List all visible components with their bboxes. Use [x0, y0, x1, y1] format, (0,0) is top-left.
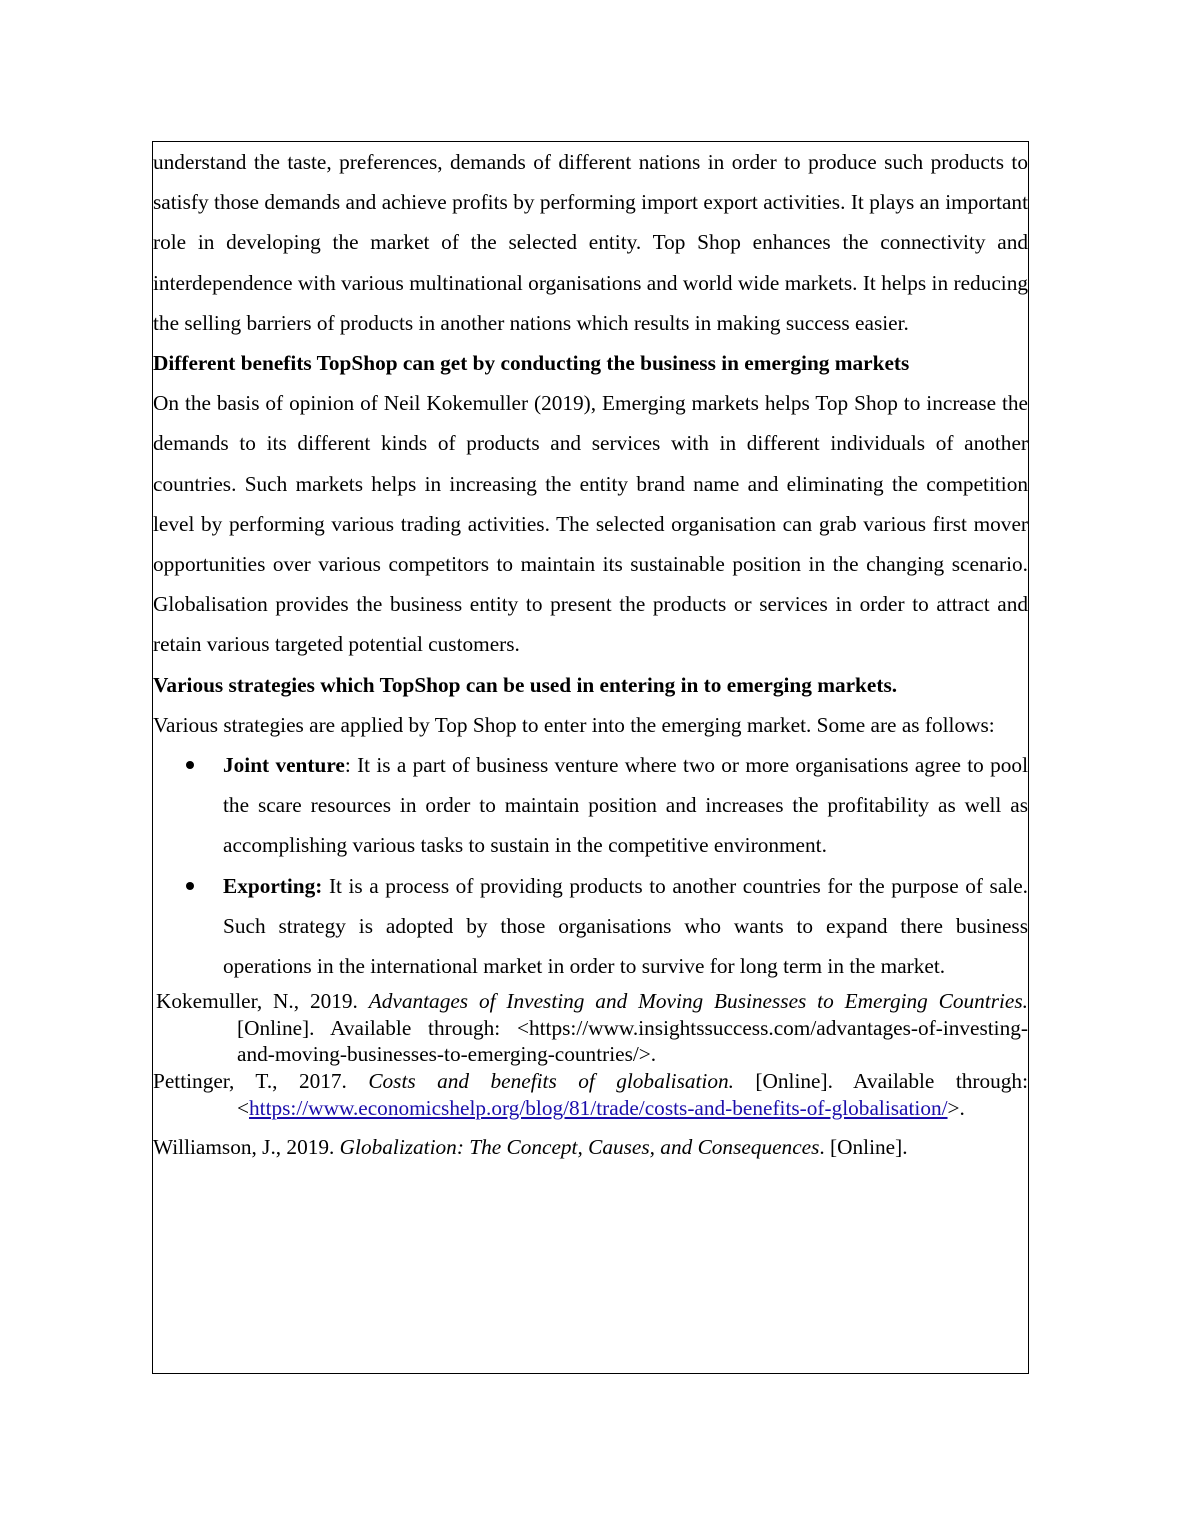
section-heading-strategies: Various strategies which TopShop can be used in entering in to emerging markets. — [153, 672, 898, 697]
bullet-text: It is a process of providing products to another countries for the purpose of sale. Such strategy is adopted by those organisations who wants to expand there business operations in the international market in order to survive for long term in the market. — [223, 873, 1028, 979]
page-content-frame — [152, 141, 1029, 1374]
reference-title: Advantages of Investing and Moving Businesses to Emerging Countries. — [368, 989, 1028, 1014]
reference-entry — [153, 1068, 1028, 1121]
bullet-icon — [186, 882, 194, 890]
strategies-paragraph: Various strategies are applied by Top Shop to enter into the emerging market. Some are as follows: — [153, 712, 995, 737]
list-item — [223, 866, 1028, 987]
benefits-paragraph: On the basis of opinion of Neil Kokemuller (2019), Emerging markets helps Top Shop to increase the demands to its different kinds of products and services with in different individuals of another countries. Such markets helps in increasing the entity brand name and eliminating the competition level by performing various trading activities. The selected organisation can grab various first mover opportunities over various competitors to maintain its sustainable position in the changing scenario. Globalisation provides the business entity to present the products or services in order to attract and retain various targeted potential customers. — [153, 391, 1028, 657]
section-heading-benefits: Different benefits TopShop can get by conducting the business in emerging markets — [153, 351, 910, 376]
reference-authors: Pettinger, T., 2017. — [153, 1069, 369, 1094]
bullet-separator: : — [344, 753, 351, 778]
reference-source: [Online]. Available through: <https://www.insightssuccess.com/advantages-of-investing-and-moving-businesses-to-emerging-countries/>. — [237, 1015, 1028, 1067]
reference-entry — [153, 1134, 1028, 1161]
bullet-icon — [186, 761, 194, 769]
bullet-term: Joint venture — [223, 753, 345, 778]
reference-source: [Online]. Available through: < — [237, 1069, 1028, 1120]
reference-authors: Williamson, J., 2019. — [153, 1135, 340, 1160]
reference-source: . [Online]. — [819, 1135, 908, 1160]
bullet-term: Exporting: — [223, 873, 323, 898]
reference-source-end: >. — [947, 1095, 965, 1120]
list-item — [223, 745, 1028, 866]
reference-entry — [153, 988, 1028, 1068]
reference-title: Globalization: The Concept, Causes, and Consequences — [339, 1135, 820, 1160]
strategies-list — [153, 745, 1028, 986]
reference-authors: Kokemuller, N., 2019. — [156, 989, 369, 1014]
reference-link[interactable]: https://www.economicshelp.org/blog/81/trade/costs-and-benefits-of-globalisation/ — [249, 1095, 948, 1120]
reference-title: Costs and benefits of globalisation. — [368, 1069, 734, 1094]
bullet-text: It is a part of business venture where two or more organisations agree to pool the scare resources in order to maintain position and increases the profitability as well as accomplishing various tasks to sustain in the competitive environment. — [223, 753, 1028, 858]
intro-paragraph: understand the taste, preferences, demands of different nations in order to produce such products to satisfy those demands and achieve profits by performing import export activities. It plays an important role in developing the market of the selected entity. Top Shop enhances the connectivity and interdependence with various multinational organisations and world wide markets. It helps in reducing the selling barriers of products in another nations which results in making success easier. — [153, 150, 1028, 335]
references — [153, 988, 1028, 1161]
